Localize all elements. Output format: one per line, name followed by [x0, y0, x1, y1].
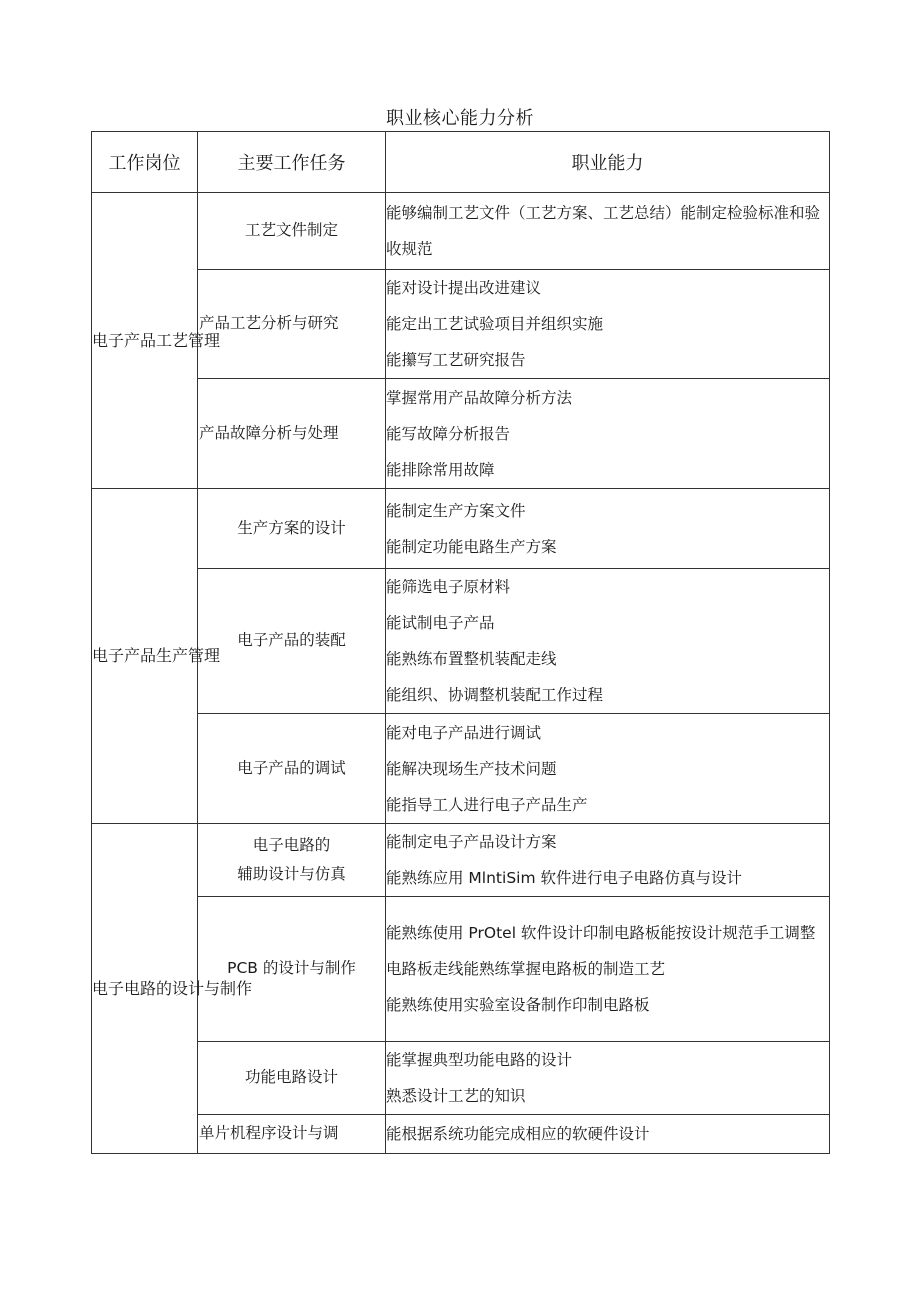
- table-row: [92, 1115, 830, 1154]
- ability-item: 能定出工艺试验项目并组织实施: [386, 315, 604, 333]
- ability-item: 能对设计提出改进建议: [386, 279, 542, 297]
- header-task: 主要工作任务: [198, 132, 386, 193]
- ability-cell: [386, 1042, 830, 1115]
- ability-cell: [386, 1115, 830, 1154]
- task-line: 辅助设计与仿真: [237, 865, 346, 883]
- table-row: [92, 270, 830, 379]
- document-title: 职业核心能力分析: [386, 108, 534, 129]
- task-cell: 生产方案的设计: [198, 489, 386, 569]
- table-row: [92, 824, 830, 897]
- ability-item: 能写故障分析报告: [386, 424, 511, 443]
- ability-item: 能排除常用故障: [386, 460, 495, 479]
- ability-item: 能熟练应用 MlntiSim 软件进行电子电路仿真与设计: [386, 869, 742, 887]
- ability-cell: [386, 489, 830, 569]
- ability-cell: [386, 897, 830, 1042]
- ability-item: 能熟练使用 PrOtel 软件设计印制电路板能按设计规范手工调整电路板走线能熟练掌握电路板的制造工艺: [386, 924, 816, 978]
- ability-item: 掌握常用产品故障分析方法: [386, 388, 573, 407]
- ability-cell: [386, 569, 830, 714]
- ability-item: 能指导工人进行电子产品生产: [386, 795, 588, 814]
- ability-item: 能制定电子产品设计方案: [386, 833, 557, 851]
- table-row: [92, 569, 830, 714]
- header-role: 工作岗位: [92, 132, 198, 193]
- ability-item: 能试制电子产品: [386, 614, 495, 632]
- ability-cell: [386, 193, 830, 270]
- task-cell: 功能电路设计: [198, 1042, 386, 1115]
- ability-cell: [386, 824, 830, 897]
- task-cell: 电子产品的调试: [198, 714, 386, 824]
- table-row: [92, 714, 830, 824]
- ability-item: 能解决现场生产技术问题: [386, 759, 557, 778]
- task-cell: [198, 824, 386, 897]
- header-ability: 职业能力: [386, 132, 830, 193]
- ability-item: 能攥写工艺研究报告: [386, 351, 526, 369]
- ability-item: 能筛选电子原材料: [386, 578, 511, 596]
- role-cell: 电子产品生产管理: [92, 489, 198, 824]
- table-row: [92, 489, 830, 569]
- table-row: [92, 193, 830, 270]
- ability-item: 能够编制工艺文件（工艺方案、工艺总结）能制定检验标准和验收规范: [386, 204, 821, 258]
- role-cell: 电子电路的设计与制作: [92, 824, 198, 1154]
- ability-item: 能熟练布置整机装配走线: [386, 650, 557, 668]
- ability-cell: [386, 270, 830, 379]
- ability-item: 能熟练使用实验室设备制作印制电路板: [386, 996, 650, 1014]
- table-row: [92, 1042, 830, 1115]
- task-cell: 单片机程序设计与调: [198, 1115, 386, 1154]
- table-row: [92, 897, 830, 1042]
- ability-item: 能根据系统功能完成相应的软硬件设计: [386, 1125, 650, 1143]
- ability-cell: [386, 379, 830, 489]
- ability-item: 能掌握典型功能电路的设计: [386, 1051, 573, 1069]
- task-line: 电子电路的: [252, 835, 331, 854]
- header-row: [92, 132, 830, 193]
- ability-item: 能制定生产方案文件: [386, 501, 526, 520]
- competency-table: [91, 131, 830, 1154]
- ability-item: 能组织、协调整机装配工作过程: [386, 686, 604, 704]
- task-cell: PCB 的设计与制作: [198, 897, 386, 1042]
- ability-item: 能对电子产品进行调试: [386, 723, 542, 742]
- task-cell: 产品故障分析与处理: [198, 379, 386, 489]
- table-row: [92, 379, 830, 489]
- task-cell: 电子产品的装配: [198, 569, 386, 714]
- task-cell: 工艺文件制定: [198, 193, 386, 270]
- ability-item: 熟悉设计工艺的知识: [386, 1087, 526, 1105]
- role-cell: 电子产品工艺管理: [92, 193, 198, 489]
- ability-cell: [386, 714, 830, 824]
- task-cell: 产品工艺分析与研究: [198, 270, 386, 379]
- ability-item: 能制定功能电路生产方案: [386, 537, 557, 556]
